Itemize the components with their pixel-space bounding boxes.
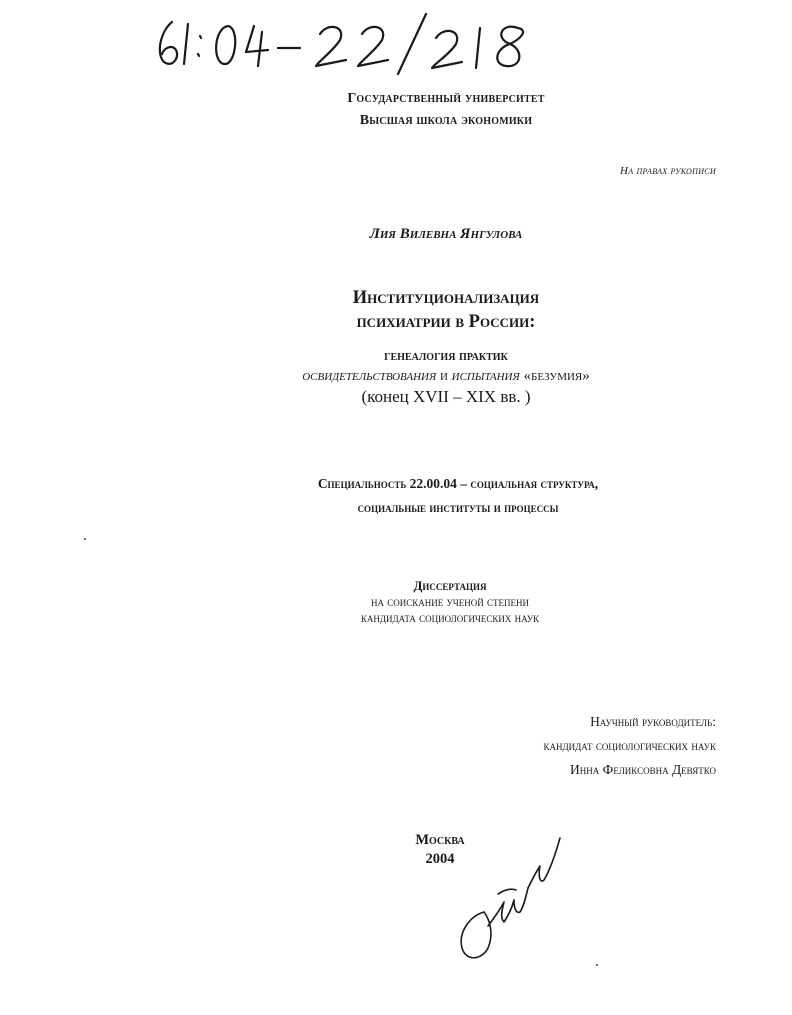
scan-speck: [84, 538, 86, 540]
university-line-1: Государственный университет: [347, 91, 545, 106]
subtitle-word-and: и: [439, 368, 448, 384]
title-line-2: психиатрии в России:: [356, 312, 536, 332]
dissertation-title: [50, 286, 792, 334]
subtitle-word-testing: испытания: [451, 368, 520, 384]
dissertation-line-1: Диссертация: [413, 578, 487, 593]
subtitle-line-3: (конец XVII – XIX вв. ): [361, 387, 531, 406]
supervisor-label: Научный руководитель:: [590, 714, 716, 729]
supervisor-block: [543, 710, 716, 782]
dissertation-line-2: на соискание ученой степени: [371, 594, 529, 609]
subtitle-word-madness: «безумия»: [523, 368, 590, 384]
handwritten-signature: [440, 830, 580, 970]
specialty-block: [62, 472, 792, 520]
dissertation-line-3: кандидата социологических наук: [360, 610, 540, 625]
handwritten-archive-number: [150, 8, 570, 78]
place: Москва: [415, 832, 465, 848]
dissertation-degree-block: [54, 578, 792, 626]
scan-speck: [596, 964, 598, 966]
title-line-1: Институционализация: [352, 288, 540, 308]
university-name: [50, 88, 792, 132]
supervisor-degree: кандидат социологических наук: [543, 738, 716, 753]
subtitle-line-2: [50, 366, 792, 386]
subtitle-line-1: генеалогия практик: [384, 348, 508, 364]
dissertation-subtitle: [50, 346, 792, 408]
author-name: Лия Вилевна Янгулова: [369, 226, 523, 242]
university-line-2: Высшая школа экономики: [359, 113, 533, 128]
year: 2004: [425, 851, 455, 867]
specialty-line-2: социальные институты и процессы: [357, 500, 559, 515]
subtitle-word-examination: освидетельствования: [302, 368, 437, 384]
supervisor-name: Инна Феликсовна Девятко: [570, 762, 716, 777]
specialty-line-1: Специальность 22.00.04 – социальная структура,: [317, 476, 599, 491]
manuscript-rights-note: На правах рукописи: [619, 165, 716, 177]
